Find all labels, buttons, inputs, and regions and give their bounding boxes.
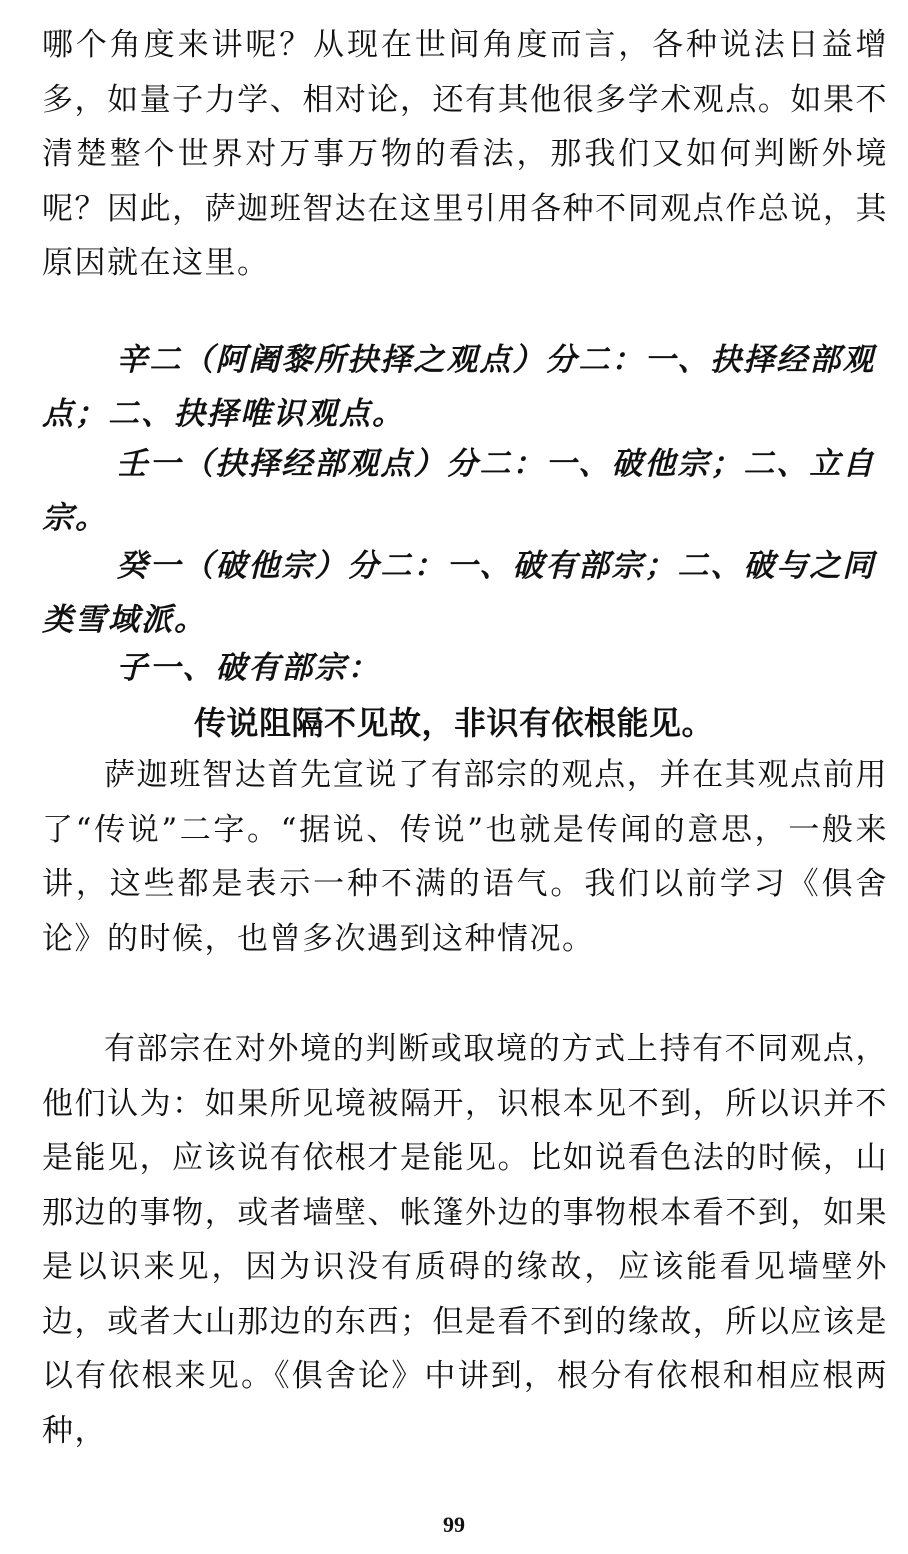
body-paragraph-1: 哪个角度来讲呢？从现在世间角度而言，各种说法日益增多，如量子力学、相对论，还有其他很多学术观点。如果不清楚整个世界对万事万物的看法，那我们又如何判断外境呢？因此，萨迦班智达在这里引用各种不同观点作总说，其原因就在这里。 [42,27,888,281]
body-paragraph-2: 萨迦班智达首先宣说了有部宗的观点，并在其观点前用了“传说”二字。“据说、传说”也就是传闻的意思，一般来讲，这些都是表示一种不满的语气。我们以前学习《俱舍论》的时候，也曾多次遇到这种情况。 [42,757,888,957]
outline-heading-gui-1: 癸一（破他宗）分二：一、破有部宗；二、破与之同类雪域派。 [42,548,876,638]
root-verse: 传说阻隔不见故，非识有依根能见。 [193,704,714,742]
outline-heading-zi-1: 子一、破有部宗： [116,650,381,686]
outline-heading-ren-1: 壬一（抉择经部观点）分二：一、破他宗；二、立自宗。 [42,446,876,536]
page-number: 99 [443,1512,465,1537]
body-paragraph-3: 有部宗在对外境的判断或取境的方式上持有不同观点，他们认为：如果所见境被隔开，识根本见不到，所以识并不是能见，应该说有依根才是能见。比如说看色法的时候，山那边的事物，或者墙壁、帐篷外边的事物根本看不到，如果是以识来见，因为识没有质碍的缘故，应该能看见墙壁外边，或者大山那边的东西；但是看不到的缘故，所以应该是以有依根来见。《俱舍论》中讲到，根分有依根和相应根两种， [42,1031,888,1449]
outline-heading-xin-2: 辛二（阿阇黎所抉择之观点）分二：一、抉择经部观点；二、抉择唯识观点。 [42,342,876,432]
